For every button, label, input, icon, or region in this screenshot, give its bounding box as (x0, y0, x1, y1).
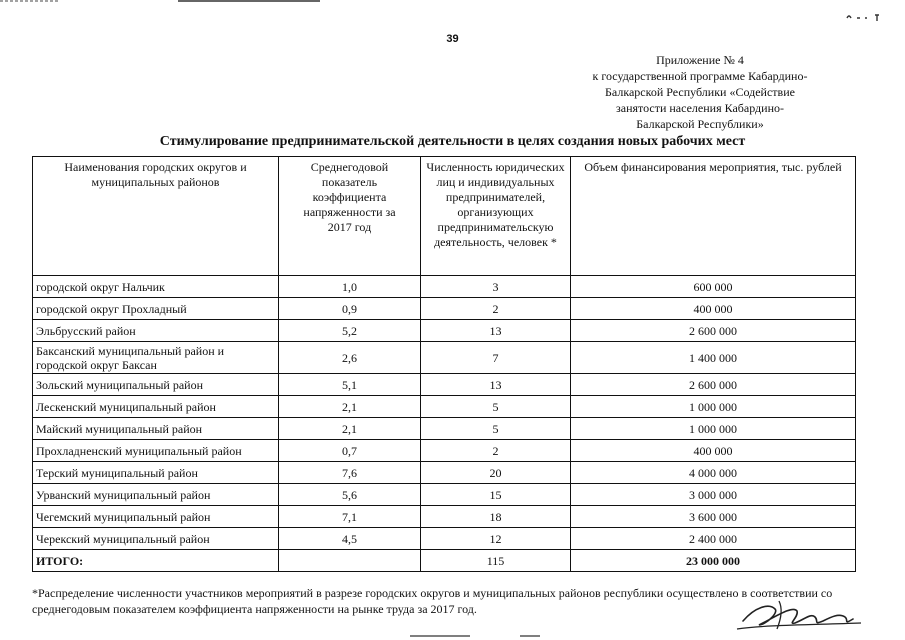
cell-tension-ratio: 7,1 (279, 506, 421, 528)
cell-entrepreneurs: 7 (421, 342, 571, 374)
cell-entrepreneurs: 15 (421, 484, 571, 506)
signature-icon (735, 595, 865, 635)
table-total-row (33, 550, 856, 572)
cell-financing: 3 000 000 (571, 484, 856, 506)
table-row (33, 484, 856, 506)
cell-district: Зольский муниципальный район (33, 374, 279, 396)
appendix-line: Балкарской Республики «Содействие (605, 85, 795, 99)
table-row (33, 418, 856, 440)
cell-financing: 600 000 (571, 276, 856, 298)
cell-district: Черекский муниципальный район (33, 528, 279, 550)
cell-tension-ratio: 7,6 (279, 462, 421, 484)
appendix-line: к государственной программе Кабардино- (592, 69, 808, 83)
cell-financing: 2 600 000 (571, 374, 856, 396)
cell-tension-ratio: 5,1 (279, 374, 421, 396)
cell-district: Прохладненский муниципальный район (33, 440, 279, 462)
cell-district: Чегемский муниципальный район (33, 506, 279, 528)
column-header-tension-ratio: Среднегодовой показатель коэффициента напряженности за 2017 год (279, 157, 421, 276)
cell-financing: 400 000 (571, 298, 856, 320)
cell-total-label: ИТОГО: (33, 550, 279, 572)
cell-entrepreneurs: 3 (421, 276, 571, 298)
cell-district: городской округ Нальчик (33, 276, 279, 298)
appendix-line: Балкарской Республики» (636, 117, 764, 131)
table-row (33, 298, 856, 320)
cell-tension-ratio: 1,0 (279, 276, 421, 298)
financing-table (32, 156, 856, 572)
scan-artifact-top (0, 0, 905, 12)
table-row (33, 276, 856, 298)
cell-district: Баксанский муниципальный район и городской округ Баксан (33, 342, 279, 374)
cell-financing: 1 000 000 (571, 396, 856, 418)
cell-tension-ratio: 2,6 (279, 342, 421, 374)
cell-tension-ratio: 5,2 (279, 320, 421, 342)
cell-tension-ratio: 5,6 (279, 484, 421, 506)
column-header-financing: Объем финансирования мероприятия, тыс. рублей (571, 157, 856, 276)
cell-tension-ratio: 0,9 (279, 298, 421, 320)
table-header-row (33, 157, 856, 276)
cell-entrepreneurs: 13 (421, 320, 571, 342)
cell-entrepreneurs: 18 (421, 506, 571, 528)
cell-total-tension-ratio (279, 550, 421, 572)
cell-entrepreneurs: 5 (421, 396, 571, 418)
cell-tension-ratio: 4,5 (279, 528, 421, 550)
cell-total-financing: 23 000 000 (571, 550, 856, 572)
cell-financing: 2 400 000 (571, 528, 856, 550)
scan-artifact-corner (845, 10, 895, 24)
cell-district: Урванский муниципальный район (33, 484, 279, 506)
document-title: Стимулирование предпринимательской деятельности в целях создания новых рабочих мест (159, 134, 746, 149)
cell-district: городской округ Прохладный (33, 298, 279, 320)
cell-entrepreneurs: 12 (421, 528, 571, 550)
cell-tension-ratio: 2,1 (279, 418, 421, 440)
cell-tension-ratio: 0,7 (279, 440, 421, 462)
cell-entrepreneurs: 5 (421, 418, 571, 440)
scan-artifact-bottom (0, 632, 905, 640)
table-row (33, 528, 856, 550)
table-row (33, 374, 856, 396)
cell-tension-ratio: 2,1 (279, 396, 421, 418)
cell-financing: 1 400 000 (571, 342, 856, 374)
table-row (33, 396, 856, 418)
table-row (33, 506, 856, 528)
table-row (33, 440, 856, 462)
cell-district: Терский муниципальный район (33, 462, 279, 484)
table-row (33, 342, 856, 374)
table-row (33, 462, 856, 484)
appendix-line: Приложение № 4 (656, 53, 744, 67)
table-row (33, 320, 856, 342)
cell-district: Майский муниципальный район (33, 418, 279, 440)
cell-financing: 3 600 000 (571, 506, 856, 528)
footnote: *Распределение численности участников мероприятий в разрезе городских округов и муниципальных районов республики осуществлено в соответствии со среднегодовым показателем коэффициента напряженности на рынке труда за 2017 год. (32, 586, 833, 616)
column-header-district: Наименования городских округов и муниципальных районов (33, 157, 279, 276)
cell-financing: 1 000 000 (571, 418, 856, 440)
cell-district: Эльбрусский район (33, 320, 279, 342)
cell-financing: 4 000 000 (571, 462, 856, 484)
page-number: 39 (446, 33, 459, 45)
cell-entrepreneurs: 20 (421, 462, 571, 484)
appendix-note (560, 52, 840, 132)
cell-financing: 2 600 000 (571, 320, 856, 342)
column-header-entrepreneurs: Численность юридических лиц и индивидуальных предпринимателей, организующих предпринимательскую деятельность, человек * (421, 157, 571, 276)
appendix-line: занятости населения Кабардино- (616, 101, 784, 115)
cell-entrepreneurs: 13 (421, 374, 571, 396)
cell-district: Лескенский муниципальный район (33, 396, 279, 418)
cell-financing: 400 000 (571, 440, 856, 462)
cell-total-entrepreneurs: 115 (421, 550, 571, 572)
cell-entrepreneurs: 2 (421, 440, 571, 462)
cell-entrepreneurs: 2 (421, 298, 571, 320)
